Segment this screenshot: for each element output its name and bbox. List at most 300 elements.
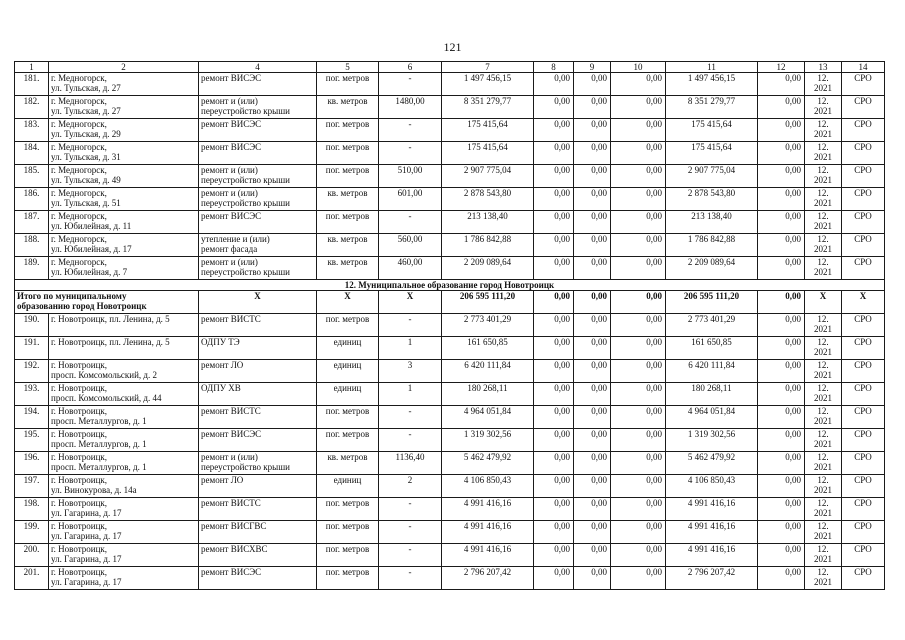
quantity-cell (379, 406, 442, 429)
method-cell (842, 188, 885, 211)
cost-cell (442, 337, 534, 360)
deadline-cell-text: 12. (817, 337, 829, 347)
work-type-cell (199, 452, 317, 475)
row-number (15, 383, 49, 406)
fund-cell-text: 0,00 (646, 211, 662, 221)
other-funds-cell-text: 0,00 (785, 165, 801, 175)
capital-repair-table (14, 61, 885, 590)
address-cell (49, 475, 199, 498)
row-number-text: 183. (23, 119, 40, 129)
owner-funds-cell-text: 4 991 416,16 (687, 544, 736, 554)
deadline-cell (805, 429, 842, 452)
fund-cell-text: 0,00 (591, 521, 607, 531)
fund-cell-text: 0,00 (646, 383, 662, 393)
fund-cell-text: 0,00 (554, 406, 570, 416)
fund-cell (611, 119, 666, 142)
other-funds-cell (758, 188, 805, 211)
total-cell: 0,00 (574, 291, 611, 314)
fund-cell-text: 0,00 (646, 314, 662, 324)
quantity-cell (379, 73, 442, 96)
owner-funds-cell (666, 96, 758, 119)
quantity-cell (379, 544, 442, 567)
deadline-cell-text: 12. (817, 257, 829, 267)
work-type-cell-text: ремонт ВИСЭС (201, 142, 262, 152)
other-funds-cell (758, 234, 805, 257)
other-funds-cell (758, 314, 805, 337)
address-cell-text: г. Новотроицк, (51, 521, 108, 531)
deadline-cell-text: 12. (817, 142, 829, 152)
fund-cell-text: 0,00 (591, 96, 607, 106)
work-type-cell-text: ремонт ЛО (201, 475, 244, 485)
owner-funds-cell-text: 2 773 401,29 (687, 314, 736, 324)
method-cell (842, 521, 885, 544)
fund-cell (574, 142, 611, 165)
section-title: 12. Муниципальное образование город Новотроицк (15, 280, 885, 291)
deadline-cell-text: 2021 (814, 221, 832, 231)
unit-cell-text: кв. метров (327, 188, 368, 198)
cost-cell-text: 1 786 842,88 (463, 234, 512, 244)
method-cell (842, 498, 885, 521)
address-cell-text: г. Медногорск, (51, 234, 107, 244)
unit-cell (317, 314, 379, 337)
fund-cell (574, 567, 611, 590)
method-cell-text: СРО (854, 337, 872, 347)
address-cell-text: ул. Гагарина, д. 17 (51, 577, 122, 587)
address-cell (49, 257, 199, 280)
cost-cell (442, 73, 534, 96)
owner-funds-cell (666, 429, 758, 452)
row-number-text: 182. (23, 96, 40, 106)
row-number (15, 119, 49, 142)
fund-cell-text: 0,00 (554, 383, 570, 393)
table-row (15, 544, 885, 567)
cost-cell-text: 4 991 416,16 (463, 521, 512, 531)
unit-cell (317, 73, 379, 96)
deadline-cell (805, 498, 842, 521)
table-row (15, 211, 885, 234)
unit-cell-text: единиц (333, 337, 362, 347)
unit-cell-text: единиц (333, 383, 362, 393)
fund-cell-text: 0,00 (591, 188, 607, 198)
deadline-cell-text: 12. (817, 475, 829, 485)
work-type-cell-text: ремонт фасада (201, 244, 258, 254)
owner-funds-cell (666, 142, 758, 165)
row-number (15, 165, 49, 188)
row-number (15, 498, 49, 521)
unit-cell (317, 142, 379, 165)
method-cell-text: СРО (854, 498, 872, 508)
other-funds-cell (758, 96, 805, 119)
cost-cell (442, 544, 534, 567)
fund-cell-text: 0,00 (646, 73, 662, 83)
fund-cell (534, 406, 574, 429)
method-cell-text: СРО (854, 475, 872, 485)
deadline-cell (805, 544, 842, 567)
method-cell-text: СРО (854, 383, 872, 393)
fund-cell (574, 383, 611, 406)
quantity-cell-text: - (408, 314, 412, 324)
unit-cell (317, 429, 379, 452)
fund-cell (574, 406, 611, 429)
fund-cell (534, 165, 574, 188)
row-number-text: 196. (23, 452, 40, 462)
owner-funds-cell (666, 544, 758, 567)
fund-cell (611, 96, 666, 119)
owner-funds-cell-text: 2 209 089,64 (687, 257, 736, 267)
quantity-cell-text: - (408, 73, 412, 83)
address-cell-text: г. Новотроицк, (51, 567, 108, 577)
deadline-cell-text: 2021 (814, 129, 832, 139)
table-row (15, 521, 885, 544)
owner-funds-cell (666, 360, 758, 383)
fund-cell (574, 119, 611, 142)
column-number: 1 (15, 62, 49, 73)
deadline-cell (805, 314, 842, 337)
column-number-row (15, 62, 885, 73)
method-cell (842, 360, 885, 383)
row-number (15, 211, 49, 234)
other-funds-cell (758, 452, 805, 475)
unit-cell-text: кв. метров (327, 96, 368, 106)
deadline-cell (805, 452, 842, 475)
cost-cell (442, 406, 534, 429)
address-cell-text: г. Новотроицк, (51, 406, 108, 416)
owner-funds-cell-text: 2 907 775,04 (687, 165, 736, 175)
owner-funds-cell-text: 180 268,11 (691, 383, 732, 393)
fund-cell (611, 567, 666, 590)
fund-cell (611, 142, 666, 165)
owner-funds-cell (666, 406, 758, 429)
other-funds-cell-text: 0,00 (785, 383, 801, 393)
fund-cell (574, 234, 611, 257)
quantity-cell-text: 510,00 (397, 165, 423, 175)
address-cell-text: ул. Тульская, д. 31 (51, 152, 121, 162)
other-funds-cell-text: 0,00 (785, 360, 801, 370)
work-type-cell-text: переустройство крыши (201, 175, 290, 185)
row-number (15, 521, 49, 544)
total-cost: 206 595 111,20 (666, 291, 758, 314)
total-cell: 0,00 (534, 291, 574, 314)
owner-funds-cell (666, 452, 758, 475)
fund-cell (611, 337, 666, 360)
owner-funds-cell-text: 2 796 207,42 (687, 567, 736, 577)
address-cell (49, 360, 199, 383)
address-cell (49, 165, 199, 188)
fund-cell (574, 452, 611, 475)
fund-cell (611, 211, 666, 234)
fund-cell-text: 0,00 (646, 96, 662, 106)
other-funds-cell (758, 142, 805, 165)
fund-cell (534, 337, 574, 360)
method-cell (842, 429, 885, 452)
unit-cell (317, 360, 379, 383)
fund-cell (611, 314, 666, 337)
quantity-cell (379, 429, 442, 452)
other-funds-cell (758, 406, 805, 429)
cost-cell (442, 383, 534, 406)
cost-cell (442, 188, 534, 211)
method-cell-text: СРО (854, 360, 872, 370)
row-number (15, 314, 49, 337)
work-type-cell-text: ОДПУ ТЭ (201, 337, 240, 347)
fund-cell-text: 0,00 (591, 429, 607, 439)
method-cell (842, 475, 885, 498)
column-number: 5 (317, 62, 379, 73)
work-type-cell-text: утепление и (или) (201, 234, 270, 244)
page-number: 121 (443, 40, 462, 54)
fund-cell-text: 0,00 (591, 337, 607, 347)
row-number (15, 337, 49, 360)
owner-funds-cell (666, 188, 758, 211)
work-type-cell-text: переустройство крыши (201, 106, 290, 116)
method-cell (842, 96, 885, 119)
cost-cell-text: 6 420 111,84 (464, 360, 511, 370)
owner-funds-cell-text: 4 106 850,43 (687, 475, 736, 485)
unit-cell (317, 119, 379, 142)
quantity-cell (379, 165, 442, 188)
fund-cell-text: 0,00 (591, 475, 607, 485)
other-funds-cell (758, 383, 805, 406)
table-row (15, 96, 885, 119)
deadline-cell (805, 142, 842, 165)
address-cell-text: ул. Тульская, д. 51 (51, 198, 121, 208)
work-type-cell (199, 360, 317, 383)
fund-cell-text: 0,00 (554, 360, 570, 370)
work-type-cell-text: ремонт ВИСЭС (201, 211, 262, 221)
row-number-text: 193. (23, 383, 40, 393)
deadline-cell-text: 12. (817, 498, 829, 508)
total-cell: X (317, 291, 379, 314)
fund-cell-text: 0,00 (554, 211, 570, 221)
quantity-cell-text: 1136,40 (395, 452, 425, 462)
unit-cell-text: пог. метров (325, 498, 370, 508)
quantity-cell (379, 119, 442, 142)
other-funds-cell-text: 0,00 (785, 96, 801, 106)
method-cell-text: СРО (854, 188, 872, 198)
unit-cell (317, 165, 379, 188)
other-funds-cell-text: 0,00 (785, 234, 801, 244)
other-funds-cell (758, 211, 805, 234)
address-cell-text: г. Медногорск, (51, 188, 107, 198)
other-funds-cell-text: 0,00 (785, 567, 801, 577)
fund-cell-text: 0,00 (554, 567, 570, 577)
deadline-cell-text: 2021 (814, 485, 832, 495)
fund-cell-text: 0,00 (591, 142, 607, 152)
address-cell (49, 314, 199, 337)
table-row (15, 188, 885, 211)
total-cell: 0,00 (758, 291, 805, 314)
quantity-cell-text: - (408, 406, 412, 416)
unit-cell (317, 544, 379, 567)
deadline-cell-text: 2021 (814, 152, 832, 162)
deadline-cell-text: 2021 (814, 83, 832, 93)
quantity-cell (379, 383, 442, 406)
address-cell-text: г. Медногорск, (51, 165, 107, 175)
address-cell-text: ул. Тульская, д. 27 (51, 106, 121, 116)
address-cell-text: ул. Винокурова, д. 14а (51, 485, 137, 495)
deadline-cell-text: 12. (817, 314, 829, 324)
fund-cell-text: 0,00 (591, 383, 607, 393)
fund-cell (574, 429, 611, 452)
other-funds-cell-text: 0,00 (785, 142, 801, 152)
address-cell-text: просп. Металлургов, д. 1 (51, 416, 147, 426)
fund-cell-text: 0,00 (646, 406, 662, 416)
row-number-text: 188. (23, 234, 40, 244)
method-cell (842, 119, 885, 142)
deadline-cell (805, 337, 842, 360)
work-type-cell-text: ремонт ВИСЭС (201, 73, 262, 83)
fund-cell-text: 0,00 (554, 73, 570, 83)
fund-cell (611, 544, 666, 567)
fund-cell-text: 0,00 (554, 119, 570, 129)
other-funds-cell (758, 165, 805, 188)
cost-cell (442, 165, 534, 188)
quantity-cell-text: - (408, 429, 412, 439)
fund-cell (611, 188, 666, 211)
unit-cell (317, 452, 379, 475)
row-number-text: 190. (23, 314, 40, 324)
fund-cell-text: 0,00 (591, 234, 607, 244)
method-cell-text: СРО (854, 567, 872, 577)
row-number (15, 406, 49, 429)
row-number (15, 73, 49, 96)
address-cell-text: ул. Юбилейная, д. 17 (51, 244, 132, 254)
address-cell-text: г. Новотроицк, (51, 475, 108, 485)
deadline-cell (805, 234, 842, 257)
fund-cell-text: 0,00 (554, 337, 570, 347)
table-row (15, 119, 885, 142)
fund-cell-text: 0,00 (646, 498, 662, 508)
cost-cell (442, 257, 534, 280)
fund-cell-text: 0,00 (591, 211, 607, 221)
owner-funds-cell (666, 498, 758, 521)
cost-cell-text: 2 796 207,42 (463, 567, 512, 577)
other-funds-cell (758, 360, 805, 383)
deadline-cell-text: 2021 (814, 244, 832, 254)
address-cell (49, 234, 199, 257)
work-type-cell-text: ремонт ВИСТС (201, 406, 261, 416)
method-cell (842, 73, 885, 96)
work-type-cell-text: ремонт ВИСЭС (201, 567, 262, 577)
row-number-text: 184. (23, 142, 40, 152)
other-funds-cell-text: 0,00 (785, 314, 801, 324)
deadline-cell-text: 2021 (814, 554, 832, 564)
unit-cell-text: кв. метров (327, 452, 368, 462)
row-number (15, 544, 49, 567)
work-type-cell-text: ремонт и (или) (201, 165, 258, 175)
total-label-line: Итого по муниципальному (17, 291, 127, 301)
row-number-text: 201. (23, 567, 40, 577)
owner-funds-cell (666, 567, 758, 590)
address-cell-text: г. Новотроицк, (51, 383, 108, 393)
deadline-cell-text: 2021 (814, 175, 832, 185)
fund-cell (534, 452, 574, 475)
deadline-cell-text: 12. (817, 567, 829, 577)
unit-cell (317, 567, 379, 590)
address-cell-text: просп. Комсомольский, д. 44 (51, 393, 162, 403)
unit-cell-text: пог. метров (325, 429, 370, 439)
unit-cell-text: пог. метров (325, 142, 370, 152)
deadline-cell-text: 2021 (814, 416, 832, 426)
other-funds-cell-text: 0,00 (785, 73, 801, 83)
owner-funds-cell-text: 8 351 279,77 (687, 96, 736, 106)
fund-cell-text: 0,00 (646, 165, 662, 175)
address-cell-text: г. Медногорск, (51, 73, 107, 83)
fund-cell (534, 257, 574, 280)
cost-cell-text: 5 462 479,92 (463, 452, 512, 462)
quantity-cell-text: 1 (407, 337, 413, 347)
fund-cell (574, 96, 611, 119)
total-cell: X (199, 291, 317, 314)
owner-funds-cell-text: 175 415,64 (691, 119, 732, 129)
deadline-cell (805, 96, 842, 119)
quantity-cell-text: - (408, 142, 412, 152)
unit-cell-text: кв. метров (327, 257, 368, 267)
owner-funds-cell-text: 161 650,85 (691, 337, 732, 347)
method-cell-text: СРО (854, 544, 872, 554)
owner-funds-cell (666, 475, 758, 498)
column-number: 9 (574, 62, 611, 73)
row-number-text: 192. (23, 360, 40, 370)
row-number (15, 452, 49, 475)
quantity-cell-text: - (408, 521, 412, 531)
unit-cell-text: пог. метров (325, 406, 370, 416)
owner-funds-cell-text: 5 462 479,92 (687, 452, 736, 462)
quantity-cell (379, 188, 442, 211)
unit-cell (317, 383, 379, 406)
owner-funds-cell (666, 383, 758, 406)
owner-funds-cell-text: 4 991 416,16 (687, 498, 736, 508)
fund-cell (611, 73, 666, 96)
quantity-cell-text: 601,00 (397, 188, 423, 198)
fund-cell (574, 165, 611, 188)
owner-funds-cell (666, 73, 758, 96)
quantity-cell (379, 96, 442, 119)
table-row (15, 142, 885, 165)
work-type-cell-text: ОДПУ ХВ (201, 383, 241, 393)
row-number-text: 200. (23, 544, 40, 554)
unit-cell (317, 406, 379, 429)
address-cell-text: г. Новотроицк, (51, 360, 108, 370)
fund-cell-text: 0,00 (646, 544, 662, 554)
work-type-cell-text: ремонт и (или) (201, 96, 258, 106)
address-cell (49, 498, 199, 521)
deadline-cell-text: 12. (817, 544, 829, 554)
deadline-cell-text: 12. (817, 383, 829, 393)
owner-funds-cell (666, 165, 758, 188)
fund-cell-text: 0,00 (591, 498, 607, 508)
unit-cell (317, 188, 379, 211)
other-funds-cell (758, 498, 805, 521)
method-cell-text: СРО (854, 257, 872, 267)
address-cell (49, 73, 199, 96)
fund-cell (611, 521, 666, 544)
work-type-cell-text: ремонт ВИСТС (201, 498, 261, 508)
address-cell-text: г. Медногорск, (51, 142, 107, 152)
column-number: 10 (611, 62, 666, 73)
other-funds-cell (758, 429, 805, 452)
fund-cell-text: 0,00 (554, 314, 570, 324)
column-number: 13 (805, 62, 842, 73)
fund-cell-text: 0,00 (591, 119, 607, 129)
column-number: 6 (379, 62, 442, 73)
other-funds-cell (758, 521, 805, 544)
unit-cell-text: пог. метров (325, 73, 370, 83)
table-row (15, 452, 885, 475)
address-cell (49, 406, 199, 429)
method-cell-text: СРО (854, 73, 872, 83)
work-type-cell (199, 383, 317, 406)
